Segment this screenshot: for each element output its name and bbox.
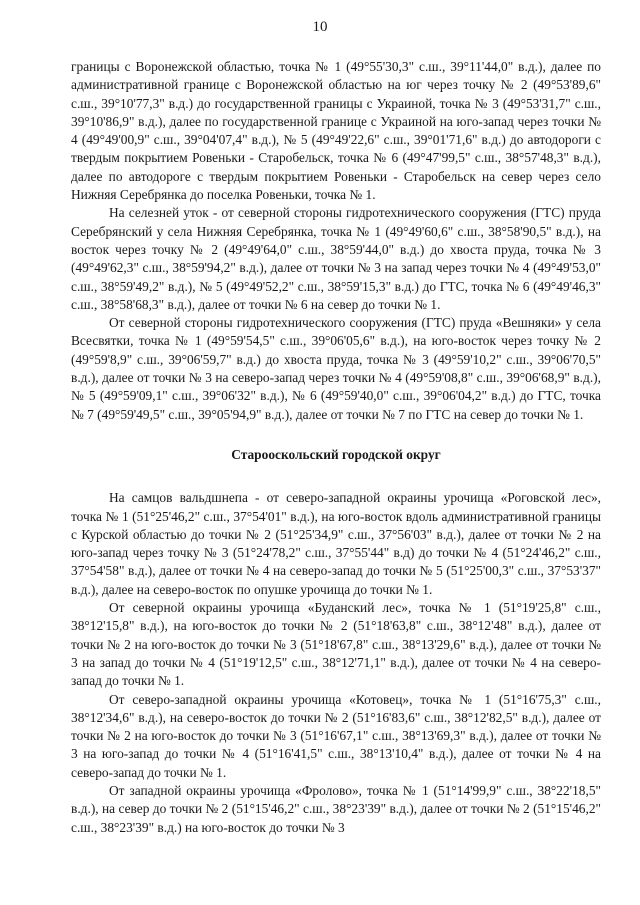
- paragraph: границы с Воронежской областью, точка № 1 (49°55'30,3" с.ш., 39°11'44,0" в.д.), далее по административной границе с Воронежской областью на юг через точку № 2 (49°53'89,6" с.ш., 39°10'77,3" в.д.) до государственной границы с Украиной, точка № 3 (49°53'31,7" с.ш., 39°10'86,9" в.д.), далее по государственной границе с Украиной на юго-запад через точки № 4 (49°49'00,9" с.ш., 39°04'07,4" в.д.), № 5 (49°49'22,6" с.ш., 39°01'71,6" в.д.) до автодороги с твердым покрытием Ровеньки - Старобельск, точка № 6 (49°47'99,5" с.ш., 38°57'48,3" в.д.), далее по автодороге с твердым покрытием Ровеньки - Старобельск на север через село Нижняя Серебрянка до поселка Ровеньки, точка № 1.: [71, 59, 601, 203]
- section-heading: Старооскольский городской округ: [231, 446, 441, 462]
- paragraph: От северной окраины урочища «Буданский лес», точка № 1 (51°19'25,8" с.ш., 38°12'15,8" в.д.), на юго-восток до точки № 2 (51°18'63,8" с.ш., 38°12'48" в.д.), далее от точки № 2 на юго-восток до точки № 3 (51°18'67,8" с.ш., 38°13'29,6" в.д.), далее от точки № 3 на запад до точки № 4 (51°19'12,5" с.ш., 38°12'71,1" в.д.), далее от точки № 4 на северо-запад до точки № 1.: [71, 600, 601, 689]
- paragraph: На селезней уток - от северной стороны гидротехнического сооружения (ГТС) пруда Серебрянский у села Нижняя Серебрянка, точка № 1 (49°49'60,6" с.ш., 38°58'90,5" в.д.), на восток через точку № 2 (49°49'64,0" с.ш., 38°59'44,0" в.д.) до хвоста пруда, точка № 3 (49°49'62,3" с.ш., 38°59'94,2" в.д.), далее от точки № 3 на запад через точки № 4 (49°49'53,0" с.ш., 38°59'49,2" в.д.), № 5 (49°49'52,2" с.ш., 38°59'15,3" в.д.) до ГТС, точка № 6 (49°49'46,3" с.ш., 38°58'68,3" в.д.), далее от точки № 6 на север до точки № 1.: [71, 205, 601, 312]
- paragraph: От северо-западной окраины урочища «Котовец», точка № 1 (51°16'75,3" с.ш., 38°12'34,6" в.д.), на северо-восток до точки № 2 (51°16'83,6" с.ш., 38°12'82,5" в.д.), далее от точки № 2 на юго-восток до точки № 3 (51°16'67,1" с.ш., 38°13'69,3" в.д.), далее от точки № 3 на юго-запад до точки № 4 (51°16'41,5" с.ш., 38°13'10,4" в.д.), далее от точки № 4 на северо-запад до точки № 1.: [71, 691, 601, 780]
- page-number: 10: [312, 19, 328, 35]
- paragraph: От западной окраины урочища «Фролово», точка № 1 (51°14'99,9" с.ш., 38°22'18,5" в.д.), на север до точки № 2 (51°15'46,2" с.ш., 38°23'39" в.д.), далее от точки № 2 (51°15'46,2" с.ш., 38°23'39" в.д.) на юго-восток до точки № 3: [71, 782, 601, 835]
- paragraph: От северной стороны гидротехнического сооружения (ГТС) пруда «Вешняки» у села Всесвятки, точка № 1 (49°59'54,5" с.ш., 39°06'05,6" в.д.), на юго-восток через точку № 2 (49°59'8,9" с.ш., 39°06'59,7" в.д.) до хвоста пруда, точка № 3 (49°59'10,2" с.ш., 39°06'70,5" в.д.), далее от точки № 3 на северо-запад через точки № 4 (49°59'08,8" с.ш., 39°06'68,9" в.д.), № 5 (49°59'09,1" с.ш., 39°06'32" в.д.), № 6 (49°59'40,0" с.ш., 39°06'04,2" в.д.) до ГТС, точка № 7 (49°59'49,5" с.ш., 39°05'94,9" в.д.), далее от точки № 7 по ГТС на север до точки № 1.: [71, 315, 601, 422]
- paragraph: На самцов вальдшнепа - от северо-западной окраины урочища «Роговской лес», точка № 1 (51°25'46,2" с.ш., 37°54'01" в.д.), на юго-восток вдоль административной границы с Курской областью до точки № 2 (51°25'34,9" с.ш., 37°56'03" в.д.), далее от точки № 2 на юго-запад через точку № 3 (51°24'78,2" с.ш., 37°55'44" в.д) до точки № 4 (51°24'46,2" с.ш., 37°54'58" в.д.), далее от точки № 4 на северо-запад до точки № 5 (51°25'00,3" с.ш., 37°53'37" в.д.), далее на северо-восток по опушке урочища до точки № 1.: [71, 490, 601, 597]
- document-body: [71, 58, 601, 837]
